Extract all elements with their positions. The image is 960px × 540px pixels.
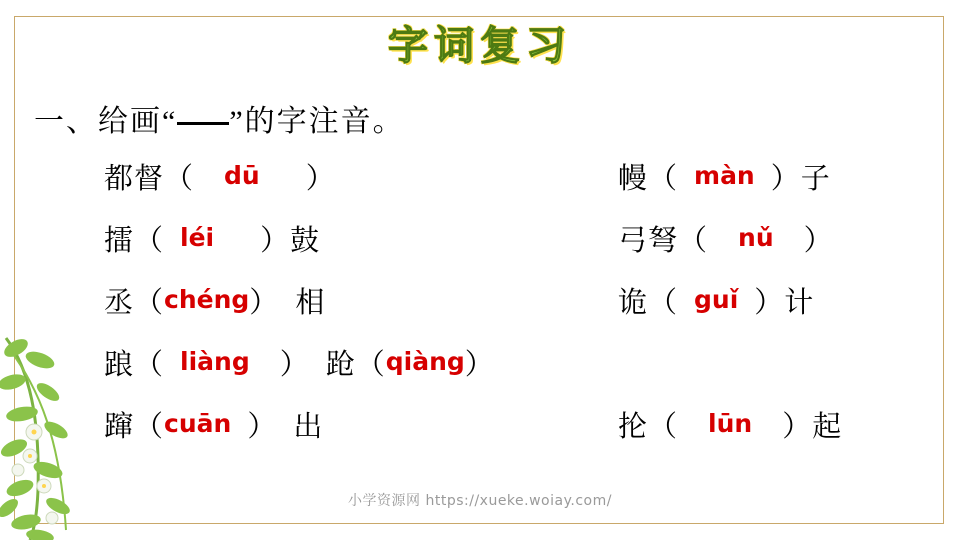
word-after: ） [279, 349, 310, 381]
pinyin-answer: léi [180, 223, 215, 252]
answer-item [104, 280, 325, 321]
word-before: 抡（ [618, 411, 679, 443]
question-suffix: ”的字注音。 [229, 105, 405, 138]
page-title: 字词复习 [388, 23, 572, 69]
pinyin-answer: qiàng [385, 347, 465, 376]
pinyin-answer: liàng [180, 347, 250, 376]
word-after: ） [260, 225, 291, 257]
pinyin-answer: nǔ [738, 223, 774, 252]
pinyin-answer: chéng [164, 285, 250, 314]
answer-item [618, 280, 814, 321]
word-tail: 起 [812, 411, 843, 443]
answer-row [104, 218, 904, 280]
word-tail: 相 [295, 287, 326, 319]
word-before: 诡（ [618, 287, 679, 319]
word-tail: 计 [784, 287, 815, 319]
word-after: ） [782, 411, 813, 443]
answer-item [104, 342, 495, 383]
pinyin-answer: dū [224, 161, 260, 190]
answer-item [104, 218, 320, 259]
answer-item [104, 156, 336, 197]
question-prefix: 一、给画“ [34, 105, 178, 138]
pinyin-answer: cuān [164, 409, 232, 438]
word-after: ） [305, 163, 336, 195]
pinyin-answer: guǐ [694, 285, 739, 314]
word-after: ） [754, 287, 785, 319]
answer-item [618, 156, 831, 197]
word-after: ） [247, 411, 278, 443]
word-before: 擂（ [104, 225, 165, 257]
word-tail: 跄（ [325, 349, 386, 381]
pinyin-answer: màn [694, 161, 755, 190]
word-before: 丞（ [104, 287, 165, 319]
word-before: 幔（ [618, 163, 679, 195]
word-tail: 鼓 [290, 225, 321, 257]
watermark: 小学资源网 https://xueke.woiay.com/ [348, 493, 612, 509]
answer-row [104, 404, 904, 466]
answer-item [618, 404, 842, 445]
word-before: 蹿（ [104, 411, 165, 443]
word-before: 踉（ [104, 349, 165, 381]
word-tail: 出 [293, 411, 324, 443]
answer-row [104, 280, 904, 342]
answer-row [104, 156, 904, 218]
answer-row [104, 342, 904, 404]
word-after: ） [464, 349, 495, 381]
answer-list [104, 156, 904, 466]
word-before: 都督（ [104, 163, 195, 195]
word-tail: 子 [800, 163, 831, 195]
pinyin-answer: lūn [708, 409, 753, 438]
word-after: ） [249, 287, 280, 319]
answer-item [618, 218, 834, 259]
word-after: ） [803, 225, 834, 257]
word-before: 弓弩（ [618, 225, 709, 257]
question-blank [177, 102, 229, 125]
word-after: ） [770, 163, 801, 195]
question-prompt [34, 96, 405, 140]
